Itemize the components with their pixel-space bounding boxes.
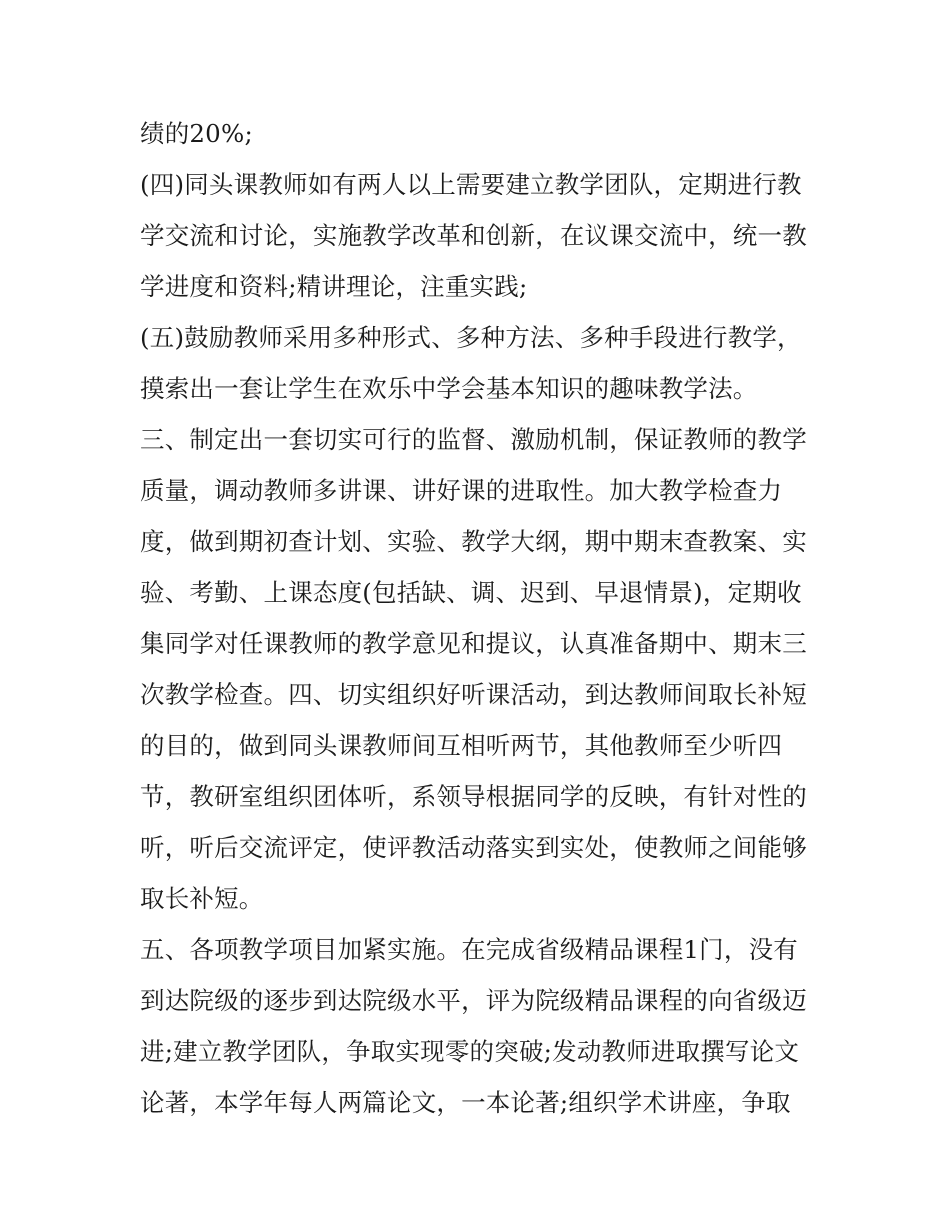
- text-line: 五、各项教学项目加紧实施。在完成省级精品课程1门，没有: [140, 935, 798, 964]
- text-line: 次教学检查。四、切实组织好听课活动，到达教师间取长补短: [140, 680, 807, 709]
- text-line: 三、制定出一套切实可行的监督、激励机制，保证教师的教学: [140, 425, 807, 454]
- text-line: 学交流和讨论，实施教学改革和创新，在议课交流中，统一教: [140, 221, 807, 250]
- text-line: 验、考勤、上课态度(包括缺、调、迟到、早退情景)，定期收: [140, 578, 802, 607]
- text-line: 节，教研室组织团体听，系领导根据同学的反映，有针对性的: [140, 782, 807, 811]
- text-line: 质量，调动教师多讲课、讲好课的进取性。加大教学检查力: [140, 476, 783, 505]
- text-line: 摸索出一套让学生在欢乐中学会基本知识的趣味教学法。: [140, 374, 758, 403]
- text-line: 取长补短。: [140, 884, 264, 913]
- text-line: 进;建立教学团队，争取实现零的突破;发动教师进取撰写论文: [140, 1037, 800, 1066]
- text-line: 听，听后交流评定，使评教活动落实到实处，使教师之间能够: [140, 833, 807, 862]
- text-line: (四)同头课教师如有两人以上需要建立教学团队，定期进行教: [140, 170, 802, 199]
- text-line: (五)鼓励教师采用多种形式、多种方法、多种手段进行教学，: [140, 323, 802, 352]
- text-line: 度，做到期初查计划、实验、教学大纲，期中期末查教案、实: [140, 527, 807, 556]
- text-line: 到达院级的逐步到达院级水平，评为院级精品课程的向省级迈: [140, 986, 807, 1015]
- text-line: 学进度和资料;精讲理论，注重实践;: [140, 272, 528, 301]
- text-line: 论著，本学年每人两篇论文，一本论著;组织学术讲座，争取: [140, 1088, 791, 1117]
- text-line: 集同学对任课教师的教学意见和提议，认真准备期中、期末三: [140, 629, 807, 658]
- text-line: 绩的20%;: [140, 119, 253, 148]
- document-body: [140, 108, 820, 1128]
- text-line: 的目的，做到同头课教师间互相听两节，其他教师至少听四: [140, 731, 783, 760]
